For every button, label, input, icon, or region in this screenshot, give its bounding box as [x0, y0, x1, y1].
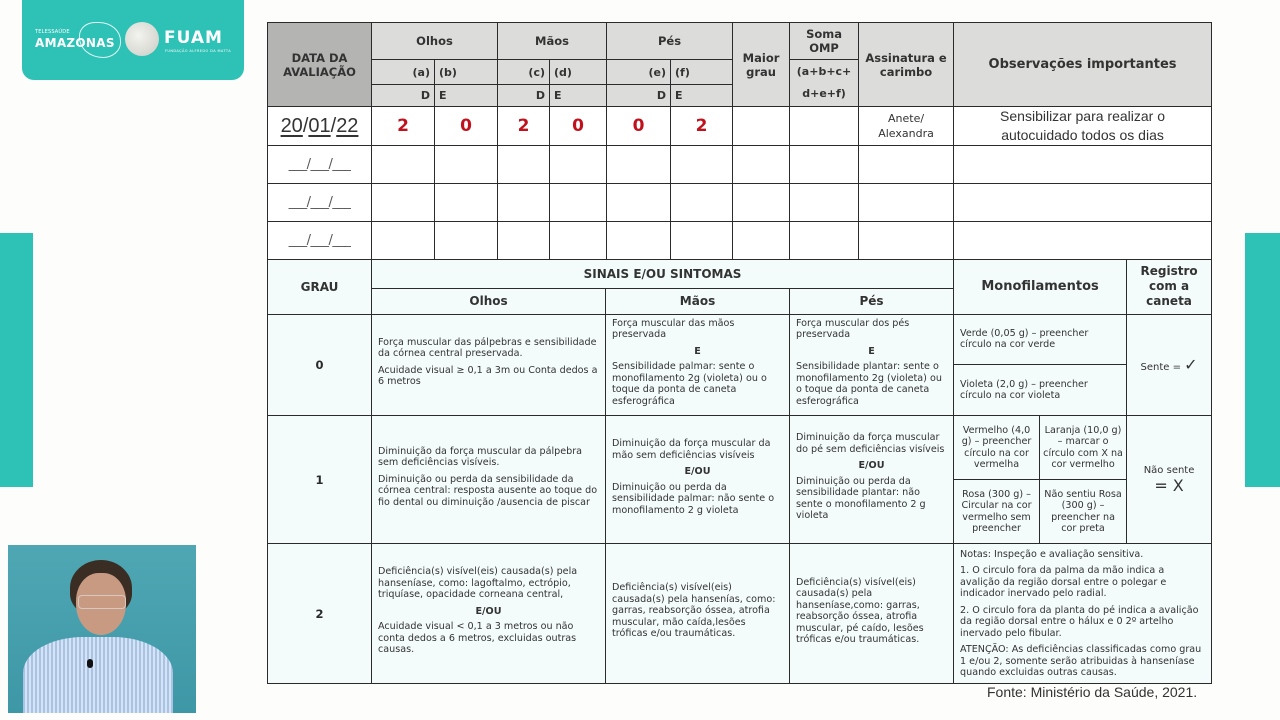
score-f[interactable]: [671, 222, 733, 260]
presenter-shirt: [23, 637, 173, 713]
grade-row-0: [268, 314, 1212, 365]
amazonas-map-icon: [79, 22, 121, 58]
grade0-maos: [606, 314, 790, 416]
header-grau: GRAU: [268, 259, 372, 314]
header-sinais-sintomas: SINAIS E/OU SINTOMAS: [372, 259, 954, 288]
grade-row-2: [268, 544, 1212, 684]
header-letter-d: (d): [550, 60, 607, 85]
score-e[interactable]: [607, 184, 671, 222]
header-date: DATA DA AVALIAÇÃO: [268, 23, 372, 107]
header-observacoes: Observações importantes: [954, 23, 1212, 107]
mono-vermelho: Vermelho (4,0 g) – preencher círculo na cor vermelha: [954, 416, 1040, 480]
date-year: 22: [336, 114, 359, 137]
grading-legend-table: [267, 259, 1212, 685]
grade-value: 2: [268, 544, 372, 684]
date-blank[interactable]: ___/___/___: [268, 184, 372, 222]
grade-row-1: [268, 416, 1212, 480]
conjunction: E: [694, 345, 701, 357]
date-blank[interactable]: ___/___/___: [268, 222, 372, 260]
conjunction: E/OU: [858, 460, 885, 472]
date-cell[interactable]: 20/01/22: [268, 107, 372, 146]
maior-grau-cell[interactable]: [733, 222, 790, 260]
date-blank[interactable]: ___/___/___: [268, 146, 372, 184]
header-side-e: E: [671, 85, 733, 107]
text: Deficiência(s) visível(eis) causada(s) pela hansenías, como: garras, reabsorção óssea, atrofia muscular, mão caída,lesões tróficas e/ou traumáticas.: [612, 582, 776, 640]
mono-laranja: Laranja (10,0 g) – marcar o círculo com X na cor vermelho: [1040, 416, 1127, 480]
score-d[interactable]: [550, 184, 607, 222]
telessaude-label: TELESSAÚDE: [35, 29, 70, 35]
mono-rosa: Rosa (300 g) – Circular na cor vermelho sem preencher: [954, 480, 1040, 544]
maior-grau-cell[interactable]: [733, 184, 790, 222]
globe-icon: [125, 22, 159, 56]
observacoes-cell[interactable]: Sensibilizar para realizar o autocuidado todos os dias: [954, 107, 1212, 146]
score-c[interactable]: [498, 222, 550, 260]
header-maos: Mãos: [498, 23, 607, 60]
grade1-maos: [606, 416, 790, 544]
score-d[interactable]: 0: [550, 107, 607, 146]
grade-value: 1: [268, 416, 372, 544]
score-d[interactable]: [550, 146, 607, 184]
score-a[interactable]: [372, 146, 435, 184]
assinatura-cell[interactable]: [859, 222, 954, 260]
grade2-maos: [606, 544, 790, 684]
header-assinatura: Assinatura e carimbo: [859, 23, 954, 107]
text: Diminuição da força muscular da pálpebra sem deficiências visíveis.: [378, 445, 583, 469]
observacoes-cell[interactable]: [954, 146, 1212, 184]
checkmark-icon: ✓: [1184, 355, 1198, 375]
text: Acuidade visual ≥ 0,1 a 3m ou Conta dedos a 6 metros: [378, 364, 598, 388]
text: Sensibilidade plantar: sente o monofilamento 2g (violeta) ou o toque da ponta de caneta esferográfica: [796, 361, 942, 407]
right-accent-bar: [1245, 233, 1280, 487]
header-letter-c: (c): [498, 60, 550, 85]
grade2-olhos: [372, 544, 606, 684]
conjunction: E/OU: [684, 466, 711, 477]
score-c[interactable]: [498, 146, 550, 184]
text: Diminuição ou perda da sensibilidade da córnea central: resposta ausente ao toque do fio dental ou diminuição /ausencia de piscar: [378, 473, 598, 508]
fuam-label: FUAM: [164, 28, 223, 48]
header-maos: Mãos: [606, 288, 790, 314]
amazonas-label: AMAZONAS: [35, 36, 115, 50]
score-f[interactable]: [671, 146, 733, 184]
header-monofilamentos: Monofilamentos: [954, 259, 1127, 314]
assinatura-cell[interactable]: [859, 146, 954, 184]
header-letter-e: (e): [607, 60, 671, 85]
assinatura-cell[interactable]: [859, 184, 954, 222]
header-pes: Pés: [607, 23, 733, 60]
conjunction: E/OU: [475, 605, 502, 617]
text: Força muscular das pálpebras e sensibilidade da córnea central preservada.: [378, 336, 597, 360]
registro-nao-sente: [1127, 416, 1212, 544]
score-b[interactable]: [435, 222, 498, 260]
mono-violeta: Violeta (2,0 g) – preencher círculo na cor violeta: [954, 365, 1127, 416]
observacoes-cell[interactable]: [954, 184, 1212, 222]
conjunction: E: [868, 345, 875, 357]
note-title: Notas: Inspeção e avaliação sensitiva.: [960, 548, 1144, 560]
record-row-empty: [268, 222, 1212, 260]
score-b[interactable]: [435, 184, 498, 222]
observacoes-cell[interactable]: [954, 222, 1212, 260]
registro-label: Sente =: [1140, 362, 1181, 374]
header-maior-grau: Maior grau: [733, 23, 790, 107]
header-soma-formula: (a+b+c+ d+e+f): [790, 60, 859, 107]
header-letter-b: (b): [435, 60, 498, 85]
score-f[interactable]: 2: [671, 107, 733, 146]
header-pes: Pés: [790, 288, 954, 314]
header-soma-omp: Soma OMP: [790, 23, 859, 60]
presenter-video: [8, 545, 196, 713]
score-f[interactable]: [671, 184, 733, 222]
header-letter-f: (f): [671, 60, 733, 85]
score-e[interactable]: [607, 222, 671, 260]
header-side-e: E: [435, 85, 498, 107]
text: Força muscular dos pés preservada: [796, 317, 910, 340]
soma-omp-cell[interactable]: [790, 184, 859, 222]
date-day: 20: [280, 114, 303, 137]
score-d[interactable]: [550, 222, 607, 260]
notes-cell: [954, 544, 1212, 684]
header-olhos: Olhos: [372, 23, 498, 60]
maior-grau-cell[interactable]: [733, 107, 790, 146]
score-a[interactable]: [372, 222, 435, 260]
telessaude-fuam-logo: [22, 0, 244, 80]
soma-omp-cell[interactable]: [790, 222, 859, 260]
score-b[interactable]: 0: [435, 107, 498, 146]
soma-omp-cell[interactable]: [790, 146, 859, 184]
score-a[interactable]: [372, 184, 435, 222]
grade0-olhos: [372, 314, 606, 416]
registro-sente: [1127, 314, 1212, 416]
score-c[interactable]: [498, 184, 550, 222]
source-citation: Fonte: Ministério da Saúde, 2021.: [987, 684, 1198, 700]
header-side-d: D: [372, 85, 435, 107]
fuam-subtitle: FUNDAÇÃO ALFREDO DA MATTA: [165, 49, 231, 53]
lapel-mic-icon: [87, 659, 93, 668]
left-accent-bar: [0, 233, 33, 487]
registro-label: Não sente: [1143, 464, 1195, 476]
score-e[interactable]: [607, 146, 671, 184]
grade1-olhos: [372, 416, 606, 544]
x-mark-icon: = X: [1154, 475, 1184, 495]
assinatura-cell[interactable]: Anete/ Alexandra: [859, 107, 954, 146]
text: Força muscular das mãos preservada: [612, 317, 735, 340]
header-side-d: D: [498, 85, 550, 107]
text: Deficiência(s) visível(eis) causada(s) pela hanseníase,como: garras, reabsorção óssea, atrofia muscular, pé caído, lesões tróficas e/ou traumáticas.: [796, 576, 924, 645]
soma-omp-cell[interactable]: [790, 107, 859, 146]
mono-verde: Verde (0,05 g) – preencher círculo na cor verde: [954, 314, 1127, 365]
score-e[interactable]: 0: [607, 107, 671, 146]
score-b[interactable]: [435, 146, 498, 184]
header-olhos: Olhos: [372, 288, 606, 314]
grade1-pes: [790, 416, 954, 544]
text: Diminuição ou perda da sensibilidade plantar: não sente o monofilamento 2 g violeta: [796, 475, 926, 522]
grade-value: 0: [268, 314, 372, 416]
note-attention: ATENÇÃO: As deficiências classificadas como grau 1 e/ou 2, somente serão atribuidas à hanseníase quando excluidas outras causas.: [960, 644, 1202, 678]
record-row-empty: [268, 146, 1212, 184]
header-letter-a: (a): [372, 60, 435, 85]
text: Acuidade visual < 0,1 a 3 metros ou não conta dedos a 6 metros, excluidas outras causas.: [378, 621, 577, 656]
text: Diminuição da força muscular da mão sem deficiências visíveis: [612, 438, 771, 461]
score-a[interactable]: 2: [372, 107, 435, 146]
presenter-glasses: [78, 595, 126, 609]
note-2: 2. O circulo fora da planta do pé indica a avalição da região dorsal entre o hálux e 0 2º artelho inervado pelo fibular.: [960, 604, 1199, 639]
header-side-e: E: [550, 85, 607, 107]
text: Diminuição ou perda da sensibilidade palmar: não sente o monofilamento 2 g violeta: [612, 481, 775, 516]
record-row: [268, 107, 1212, 146]
grade2-pes: [790, 544, 954, 684]
text: Deficiência(s) visível(eis) causada(s) pela hanseníase, como: lagoftalmo, ectrópio, triquíase, opacidade corneana central,: [378, 566, 578, 601]
header-registro: Registro com a caneta: [1127, 259, 1212, 314]
date-month: 01: [308, 114, 331, 137]
mono-nao-sentiu-rosa: Não sentiu Rosa (300 g) – preencher na cor preta: [1040, 480, 1127, 544]
text: Diminuição da força muscular do pé sem deficiências visíveis: [796, 432, 945, 455]
header-side-d: D: [607, 85, 671, 107]
text: Sensibilidade palmar: sente o monofilamento 2g (violeta) ou o toque da ponta de caneta esferográfica: [612, 361, 767, 407]
record-row-empty: [268, 184, 1212, 222]
note-1: 1. O circulo fora da palma da mão indica a avalição da região dorsal entre o polegar e indicador inervado pelo radial.: [960, 565, 1167, 599]
evaluation-sheet: [267, 22, 1211, 684]
record-table: [267, 22, 1212, 260]
grade0-pes: [790, 314, 954, 416]
score-c[interactable]: 2: [498, 107, 550, 146]
maior-grau-cell[interactable]: [733, 146, 790, 184]
